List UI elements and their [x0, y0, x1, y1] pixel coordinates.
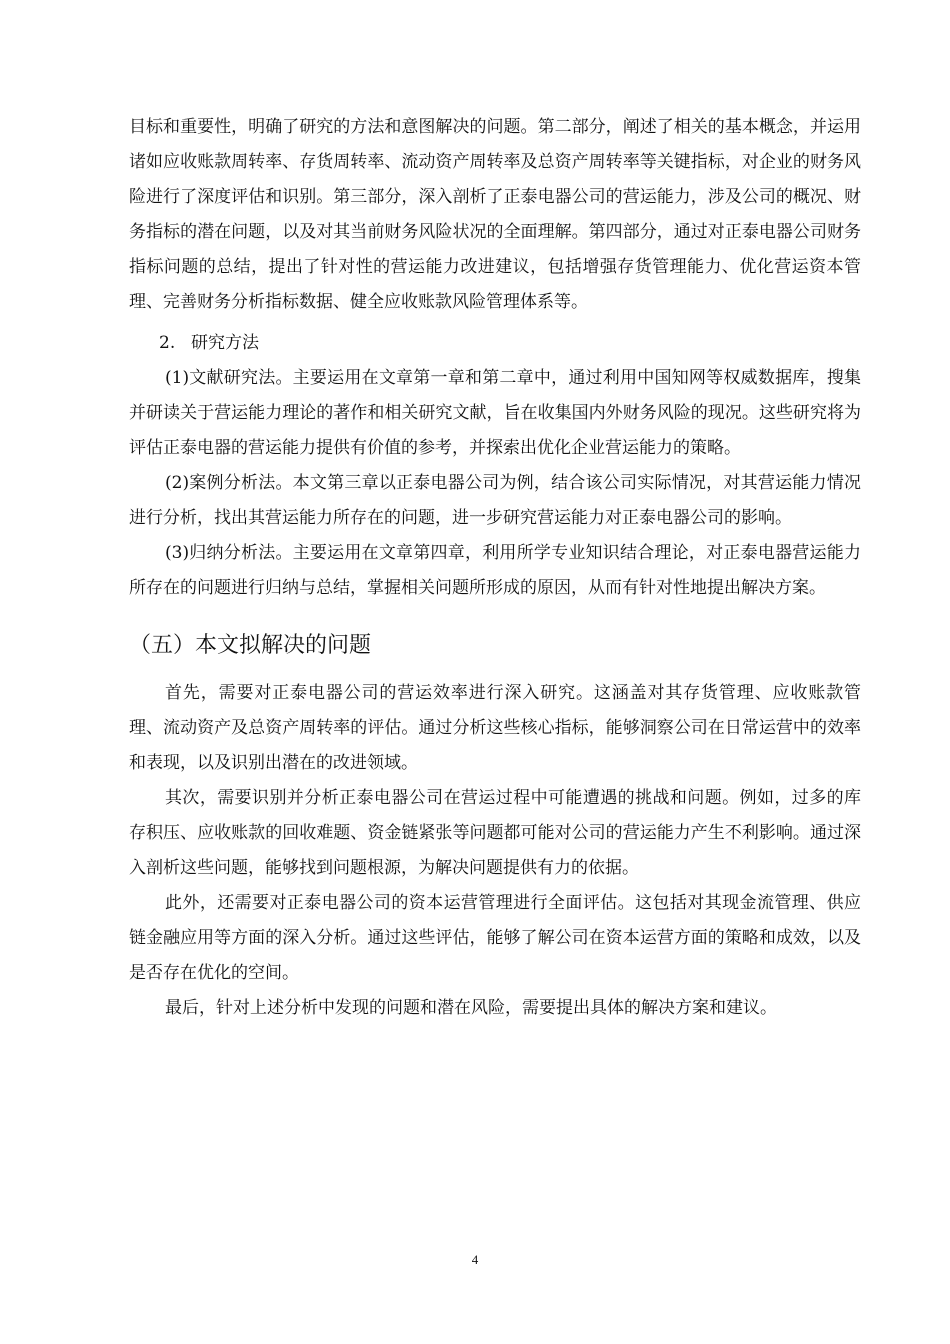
problem-paragraph-last: 最后，针对上述分析中发现的问题和潜在风险，需要提出具体的解决方案和建议。: [165, 998, 777, 1018]
section-heading: （五）本文拟解决的问题: [129, 633, 372, 658]
method-paragraph-inductive: (3)归纳分析法。主要运用在文章第四章，利用所学专业知识结合理论，对正泰电器营运能力所存在的问题进行归纳与总结，掌握相关问题所形成的原因，从而有针对性地提出解决方案。: [129, 543, 861, 598]
body-paragraph: 目标和重要性，明确了研究的方法和意图解决的问题。第二部分，阐述了相关的基本概念，并运用诸如应收账款周转率、存货周转率、流动资产周转率及总资产周转率等关键指标，对企业的财务风险进行了深度评估和识别。第三部分，深入剖析了正泰电器公司的营运能力，涉及公司的概况、财务指标的潜在问题，以及对其当前财务风险状况的全面理解。第四部分，通过对正泰电器公司财务指标问题的总结，提出了针对性的营运能力改进建议，包括增强存货管理能力、优化营运资本管理、完善财务分析指标数据、健全应收账款风险管理体系等。: [129, 117, 861, 312]
method-paragraph-case-study: (2)案例分析法。本文第三章以正泰电器公司为例，结合该公司实际情况，对其营运能力情况进行分析，找出其营运能力所存在的问题，进一步研究营运能力对正泰电器公司的影响。: [129, 473, 861, 528]
problem-paragraph-second: 其次，需要识别并分析正泰电器公司在营运过程中可能遭遇的挑战和问题。例如，过多的库存积压、应收账款的回收难题、资金链紧张等问题都可能对公司的营运能力产生不利影响。通过深入剖析这些问题，能够找到问题根源，为解决问题提供有力的依据。: [129, 788, 861, 878]
problem-paragraph-third: 此外，还需要对正泰电器公司的资本运营管理进行全面评估。这包括对其现金流管理、供应链金融应用等方面的深入分析。通过这些评估，能够了解公司在资本运营方面的策略和成效，以及是否存在优化的空间。: [129, 893, 861, 983]
page-content: [129, 110, 861, 1026]
method-paragraph-literature: (1)文献研究法。主要运用在文章第一章和第二章中，通过利用中国知网等权威数据库，搜集并研读关于营运能力理论的著作和相关研究文献，旨在收集国内外财务风险的现况。这些研究将为评估正泰电器的营运能力提供有价值的参考，并探索出优化企业营运能力的策略。: [129, 368, 861, 458]
heading-title: 研究方法: [191, 333, 259, 353]
research-method-heading: [129, 326, 861, 361]
heading-number: 2.: [159, 333, 176, 353]
problem-paragraph-first: 首先，需要对正泰电器公司的营运效率进行深入研究。这涵盖对其存货管理、应收账款管理、流动资产及总资产周转率的评估。通过分析这些核心指标，能够洞察公司在日常运营中的效率和表现，以及识别出潜在的改进领域。: [129, 683, 861, 773]
page-number: 4: [471, 1252, 479, 1267]
